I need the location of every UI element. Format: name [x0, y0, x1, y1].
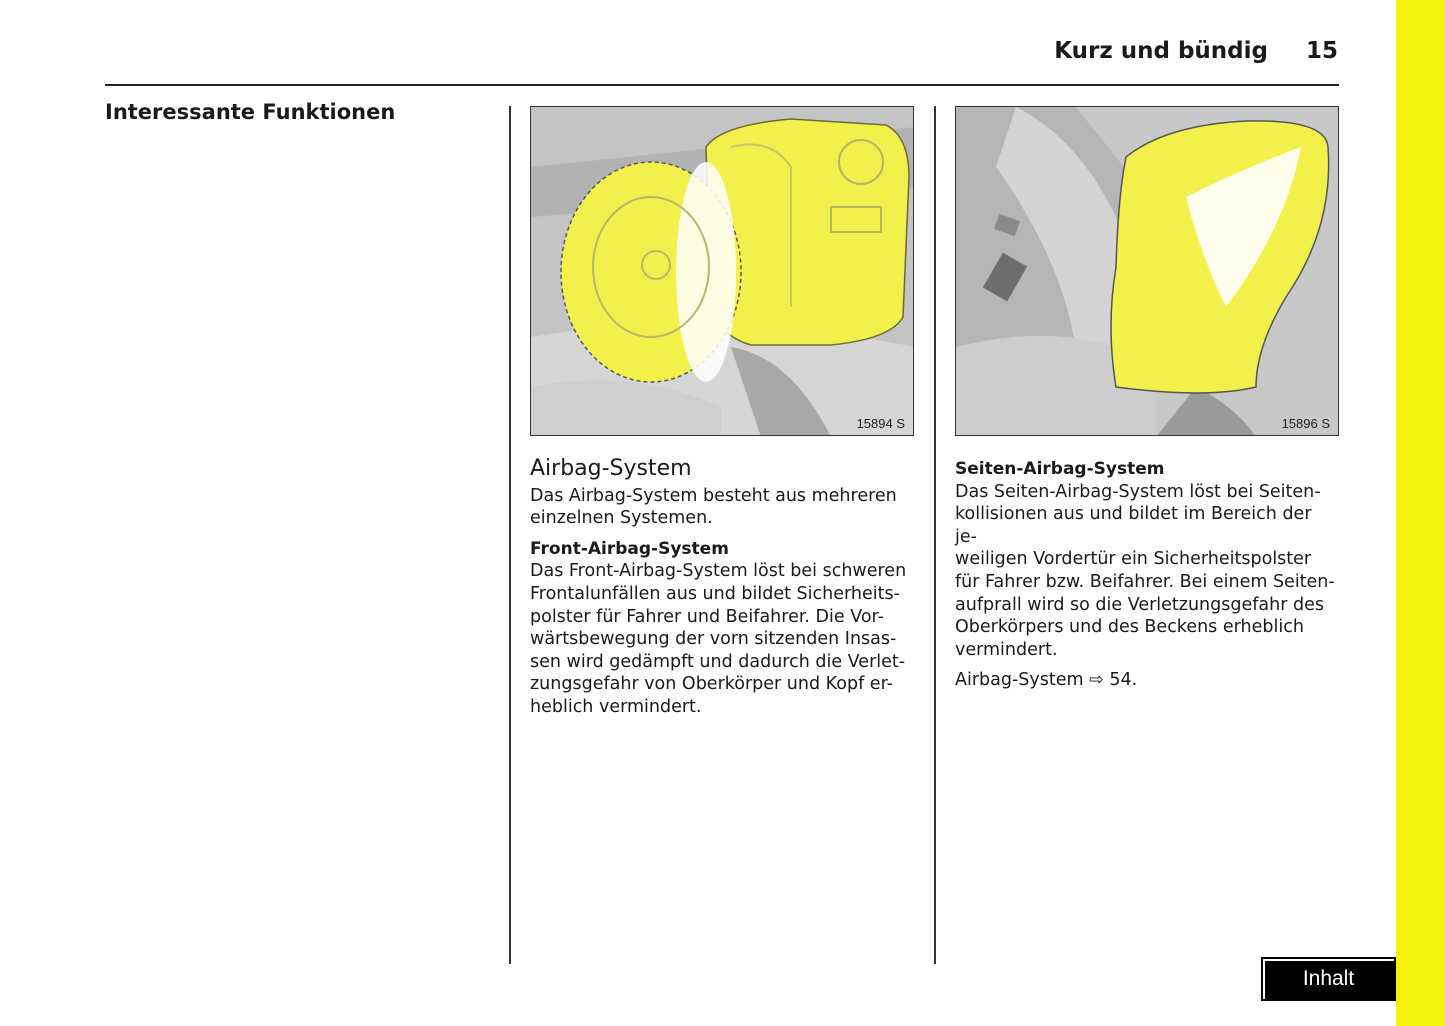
- reference-text: Airbag-System: [955, 670, 1084, 691]
- figure-code: 15896 S: [1281, 416, 1330, 431]
- airbag-reference-link[interactable]: [955, 669, 1339, 692]
- body-line: für Fahrer bzw. Beifahrer. Bei einem Seiten-: [955, 571, 1335, 592]
- body-line: wärtsbewegung der vorn sitzenden Insas-: [530, 629, 897, 650]
- body-line: Das Front-Airbag-System löst bei schweren: [530, 561, 907, 582]
- reference-page: 54.: [1109, 670, 1138, 691]
- airbag-system-text: [530, 458, 914, 719]
- airbag-heading: Airbag-System: [530, 456, 692, 481]
- side-airbag-drawing: [956, 107, 1339, 436]
- page-number: 15: [1305, 38, 1338, 64]
- column-divider-right: [934, 106, 936, 964]
- arrow-right-icon: ⇨: [1089, 670, 1104, 691]
- front-airbag-drawing: [531, 107, 914, 436]
- column-divider-left: [509, 106, 511, 964]
- yellow-side-bar: [1396, 0, 1445, 1026]
- front-airbag-heading: Front-Airbag-System: [530, 538, 729, 559]
- inhalt-button[interactable]: Inhalt: [1261, 957, 1396, 1001]
- body-line: heblich vermindert.: [530, 696, 702, 717]
- body-line: aufprall wird so die Verletzungsgefahr des: [955, 594, 1324, 615]
- body-line: sen wird gedämpft und dadurch die Verlet-: [530, 651, 906, 672]
- intro-line: einzelnen Systemen.: [530, 508, 713, 529]
- side-airbag-heading: Seiten-Airbag-System: [955, 459, 1165, 479]
- body-line: Oberkörpers und des Beckens erheblich: [955, 617, 1304, 638]
- body-line: Das Seiten-Airbag-System löst bei Seiten-: [955, 481, 1321, 502]
- body-line: zungsgefahr von Oberkörper und Kopf er-: [530, 674, 893, 695]
- figure-code: 15894 S: [856, 416, 905, 431]
- side-airbag-text: [955, 458, 1339, 692]
- body-line: Frontalunfällen aus und bildet Sicherheits-: [530, 583, 900, 604]
- chapter-title: Kurz und bündig: [1054, 38, 1268, 64]
- body-line: kollisionen aus und bildet im Bereich der je-: [955, 504, 1312, 547]
- header-divider: [105, 84, 1339, 86]
- body-line: vermindert.: [955, 639, 1058, 660]
- intro-line: Das Airbag-System besteht aus mehreren: [530, 485, 897, 506]
- body-line: weiligen Vordertür ein Sicherheitspolster: [955, 549, 1312, 570]
- body-line: polster für Fahrer und Beifahrer. Die Vor-: [530, 606, 884, 627]
- front-airbag-figure: [530, 106, 914, 436]
- side-airbag-figure: [955, 106, 1339, 436]
- section-title: Interessante Funktionen: [105, 100, 396, 124]
